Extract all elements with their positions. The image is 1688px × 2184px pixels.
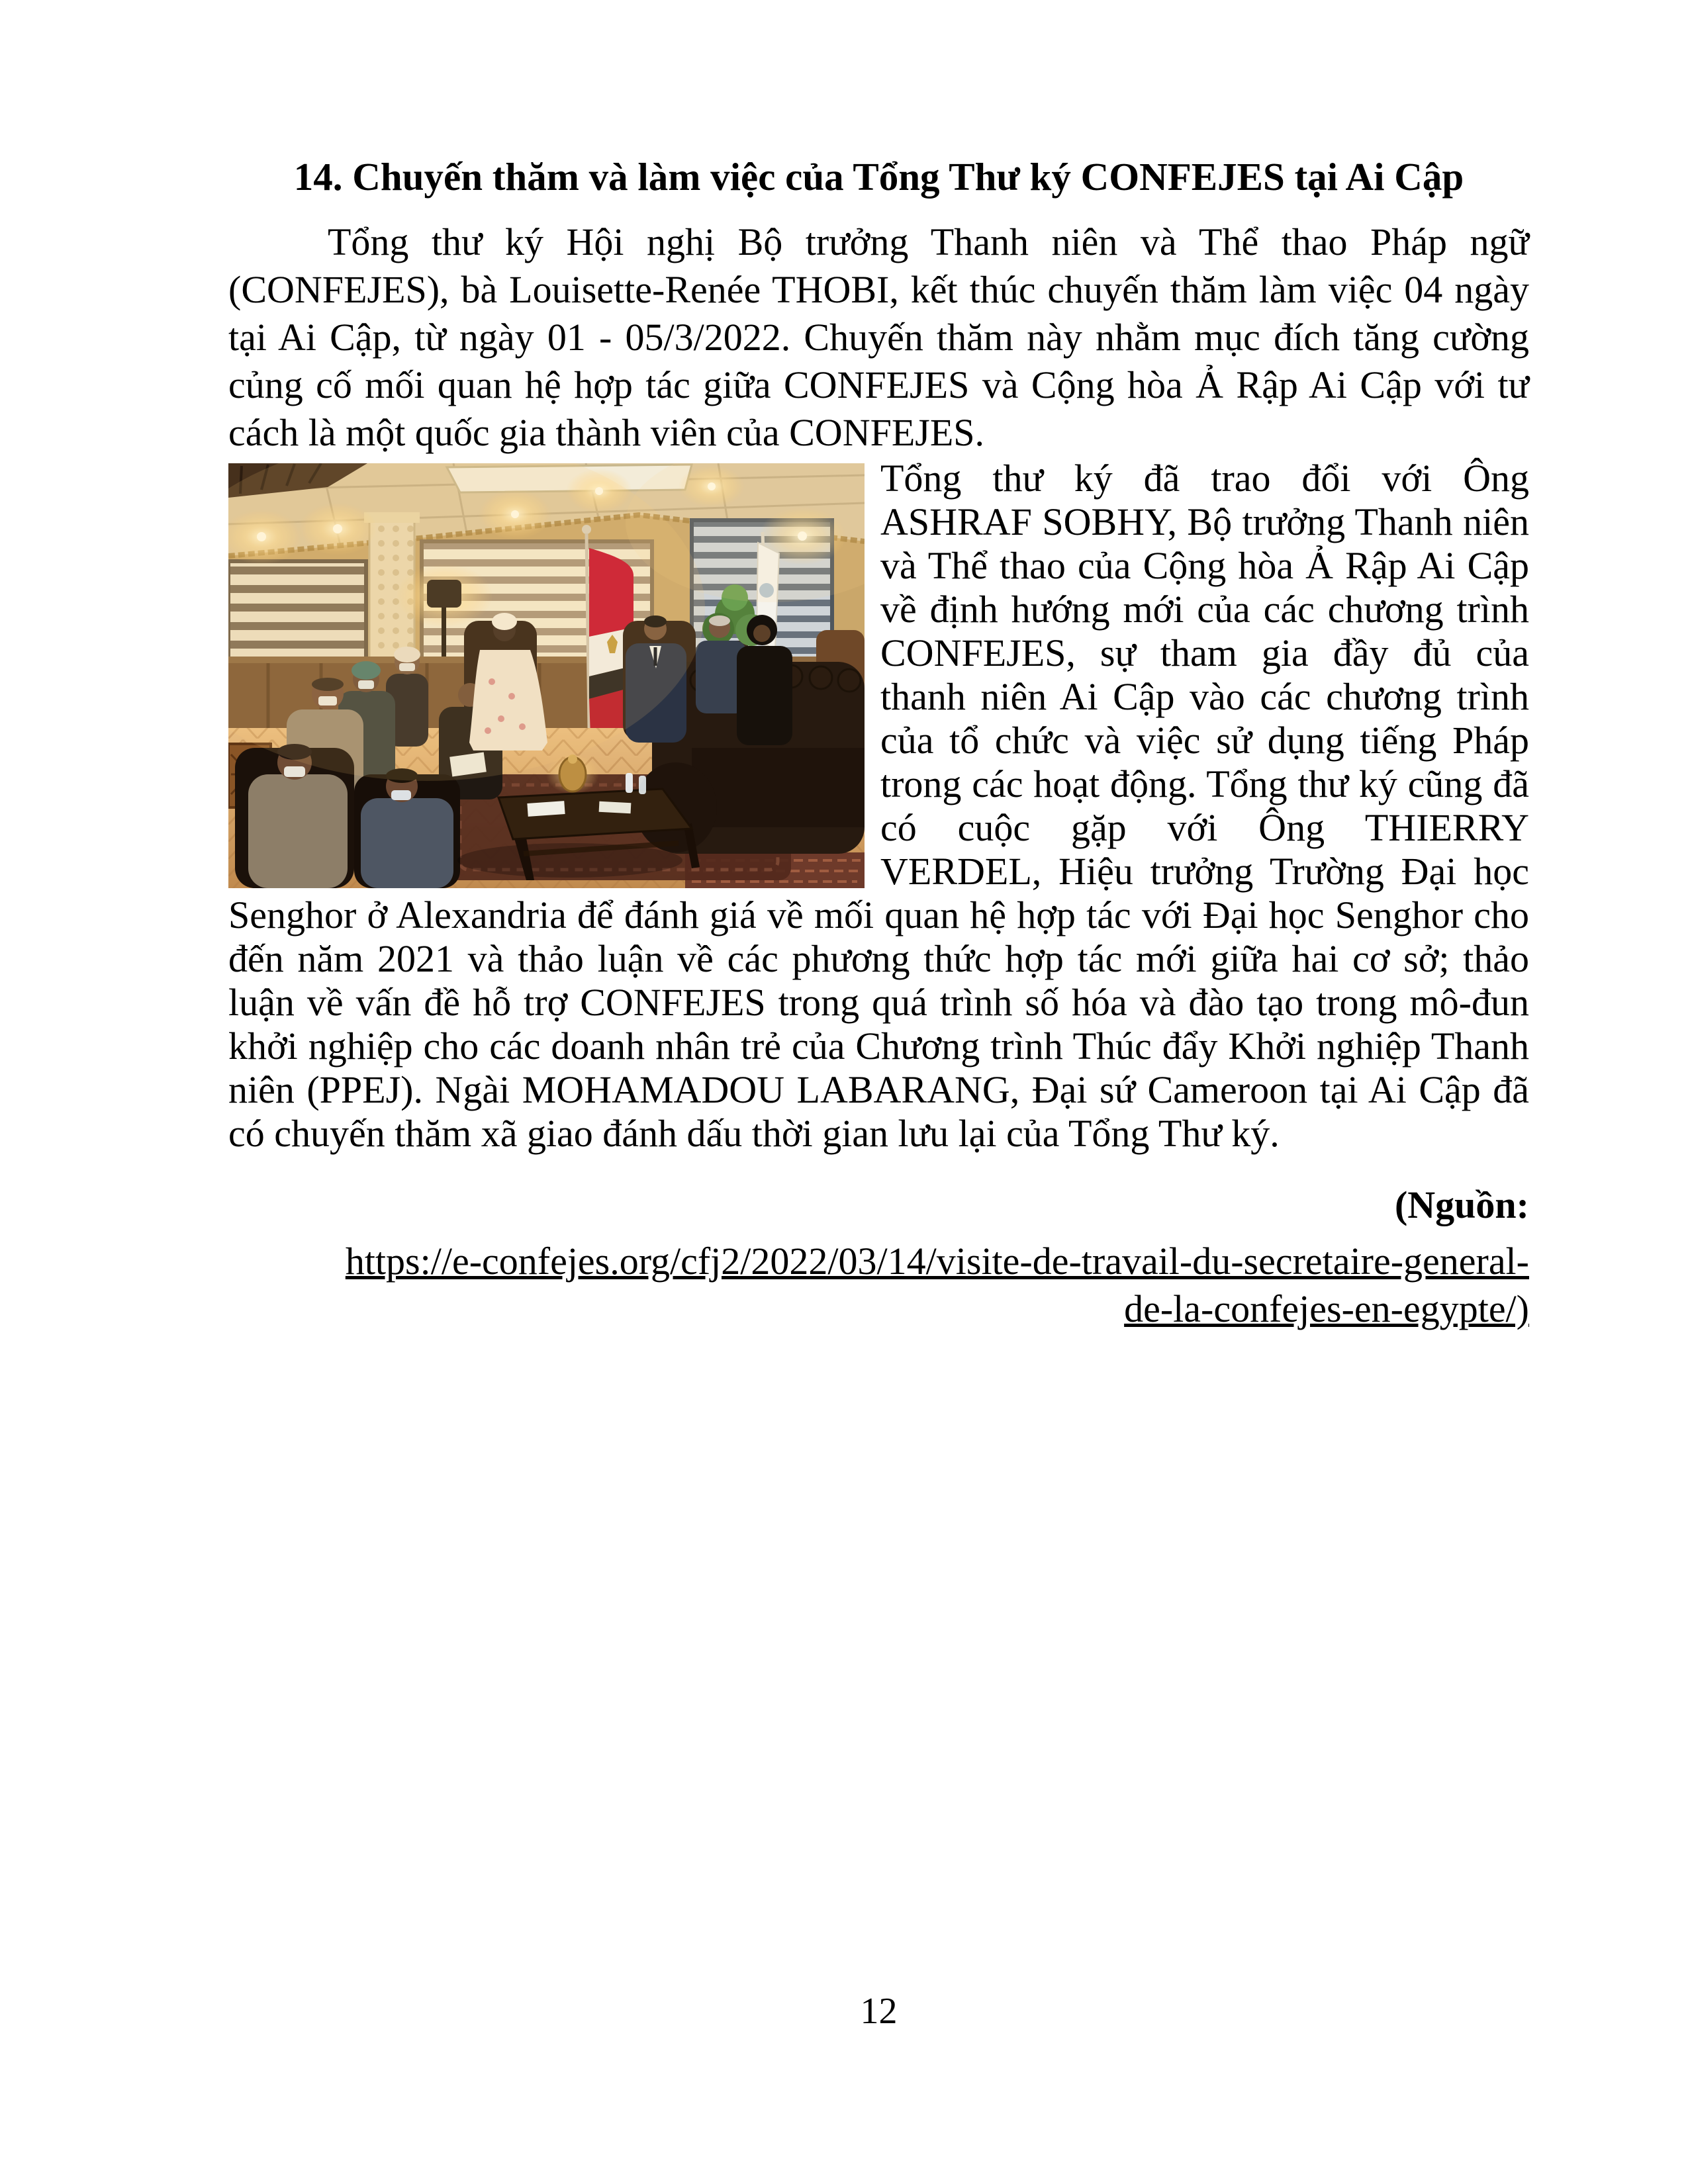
- body-paragraph: [228, 457, 1529, 1156]
- meeting-room-photo: [228, 463, 865, 888]
- source-link-paragraph: [228, 1238, 1529, 1333]
- body-text: Tổng thư ký đã trao đổi với Ông ASHRAF SOBHY, Bộ trưởng Thanh niên và Thể thao của Cộng hòa Ả Rập Ai Cập về định hướng mới của các chương trình CONFEJES, sự tham gia đầy đủ của thanh niên Ai Cập vào các chương trình của tổ chức và việc sử dụng tiếng Pháp trong các hoạt động. Tổng thư ký cũng đã có cuộc gặp với Ông THIERRY VERDEL, Hiệu trưởng Trường Đại học Senghor ở Alexandria để đánh giá về mối quan hệ hợp tác với Đại học Senghor cho đến năm 2021 và thảo luận về các phương thức hợp tác mới giữa hai cơ sở; thảo luận về vấn đề hỗ trợ CONFEJES trong quá trình số hóa và đào tạo trong mô-đun khởi nghiệp cho các doanh nhân trẻ của Chương trình Thúc đẩy Khởi nghiệp Thanh niên (PPEJ). Ngài MOHAMADOU LABARANG, Đại sứ Cameroon tại Ai Cập đã có chuyến thăm xã giao đánh dấu thời gian lưu lại của Tổng Thư ký.: [228, 457, 1529, 1155]
- text-block: [228, 151, 1529, 1333]
- source-label: (Nguồn:: [1394, 1183, 1529, 1226]
- source-link-line1[interactable]: https://e-confejes.org/cfj2/2022/03/14/visite-de-travail-du-secretaire-general-: [345, 1240, 1529, 1283]
- source-link-line2[interactable]: de-la-confejes-en-egypte/): [1124, 1287, 1529, 1330]
- section-title: 14. Chuyến thăm và làm việc của Tổng Thư ký CONFEJES tại Ai Cập: [293, 155, 1464, 199]
- intro-paragraph: Tổng thư ký Hội nghị Bộ trưởng Thanh niên và Thể thao Pháp ngữ (CONFEJES), bà Louisette-Renée THOBI, kết thúc chuyến thăm làm việc 04 ngày tại Ai Cập, từ ngày 01 - 05/3/2022. Chuyến thăm này nhằm mục đích tăng cường củng cố mối quan hệ hợp tác giữa CONFEJES và Cộng hòa Ả Rập Ai Cập với tư cách là một quốc gia thành viên của CONFEJES.: [228, 220, 1529, 454]
- page-number: 12: [860, 1991, 898, 2032]
- meeting-photo: [228, 463, 865, 888]
